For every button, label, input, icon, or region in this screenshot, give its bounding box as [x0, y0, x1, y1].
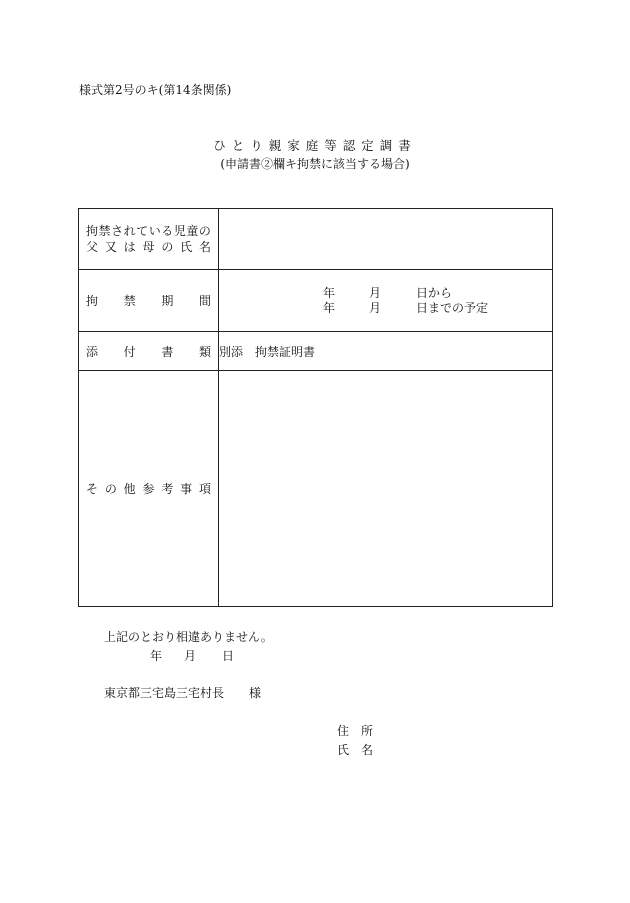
parent-name-field[interactable] [219, 209, 553, 270]
declaration-text: 上記のとおり相違ありません。 [104, 630, 273, 644]
parent-name-label-line2: 父 又 は 母 の 氏 名 [86, 240, 211, 254]
applicant-name-label: 氏 名 [337, 743, 374, 757]
detention-period-label: 拘 禁 期 間 [79, 270, 219, 332]
period-end-month: 月 [369, 300, 382, 315]
other-notes-field[interactable] [219, 371, 553, 607]
applicant-address-label: 住 所 [337, 724, 374, 738]
detention-period-row [79, 270, 553, 332]
attachments-label: 添 付 書 類 [79, 332, 219, 371]
parent-name-label-line1: 拘 禁 さ れ て い る 児 童 の [86, 224, 211, 238]
period-start-year: 年 [323, 285, 336, 300]
period-end-year: 年 [323, 300, 336, 315]
other-notes-row [79, 371, 553, 607]
recipient-name: 東京都三宅島三宅村長 [104, 686, 225, 700]
date-month: 月 [184, 649, 197, 663]
date-year: 年 [150, 649, 163, 663]
document-subtitle: (申請書②欄キ拘禁に該当する場合) [220, 157, 410, 171]
document-title: ひとり親家庭等認定調書 [213, 138, 417, 153]
period-start-day: 日から [416, 285, 453, 300]
form-number: 様式第2号のキ(第14条関係) [79, 83, 232, 97]
detention-period-field[interactable] [219, 270, 553, 332]
parent-name-row [79, 209, 553, 270]
recipient-line [104, 684, 261, 701]
period-start-line [323, 286, 552, 301]
declaration-date[interactable] [150, 647, 234, 664]
attachments-row [79, 332, 553, 371]
date-day: 日 [222, 649, 235, 663]
recipient-suffix: 様 [249, 686, 262, 700]
other-notes-label: そ の 他 参 考 事 項 [79, 371, 219, 607]
attachments-field[interactable]: 別添 拘禁証明書 [219, 332, 553, 371]
period-start-month: 月 [369, 285, 382, 300]
period-end-day: 日までの予定 [416, 300, 489, 315]
certification-form-table [78, 208, 553, 607]
parent-name-label [79, 209, 219, 270]
period-end-line [323, 301, 552, 316]
